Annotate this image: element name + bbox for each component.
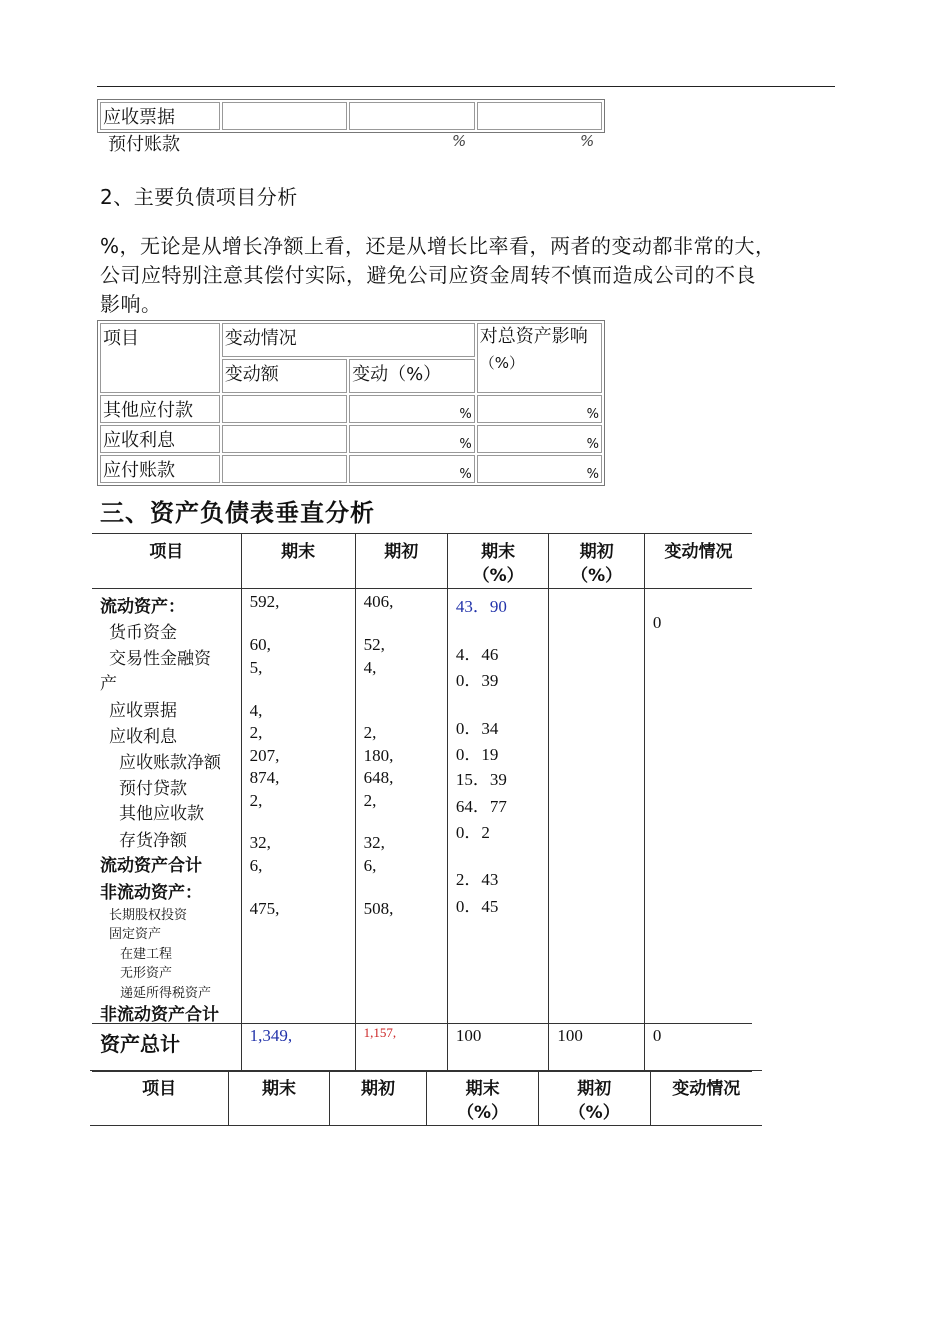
liabilities-vertical-header <box>90 1070 762 1126</box>
table-row: 其他应付款 % % <box>100 395 602 423</box>
vertical-analysis-table <box>92 533 752 1072</box>
end-pct-column: 43．90 4．46 0．39 0．34 0．19 15．39 64．77 0．2 2．43 0．45 <box>447 589 548 1024</box>
change-column: 0 <box>644 589 752 1024</box>
liabilities-table <box>97 320 605 486</box>
begin-values-column: 406, 52, 4, 2, 180, 648, 2, 32, 6, 508, <box>355 589 447 1024</box>
receivables-table <box>97 99 605 133</box>
col-amount: 变动额 <box>222 359 347 393</box>
end-values-column: 592, 60, 5, 4, 2, 207, 874, 2, 32, 6, 475, <box>241 589 355 1024</box>
prepay-pct-2: % <box>580 132 595 150</box>
row-label: 应收票据 <box>100 102 220 130</box>
section-2-title: 2、主要负债项目分析 <box>100 185 298 209</box>
prepay-pct-1: % <box>452 132 467 150</box>
col-item: 项目 <box>100 323 220 393</box>
table-row: 应付账款 % % <box>100 455 602 483</box>
items-column: 流动资产： 货币资金 交易性金融资 产 应收票据 应收利息 应收账款净额 预付贷款 其他应收款 存货净额 流动资产合计 非流动资产： 长期股权投资 固定资产 在建工程 无形资产 递延所得税资产 非流动资产合计 <box>92 589 241 1024</box>
prepay-label: 预付账款 <box>108 134 180 155</box>
total-row: 资产总计 1,349, 1,157, 100 100 0 <box>92 1024 752 1072</box>
table-row: 应收利息 % % <box>100 425 602 453</box>
header-row: 项目 期末 期初 期末 （%） 期初 （%） 变动情况 <box>92 534 752 589</box>
top-rule <box>97 86 835 87</box>
col-impact: 对总资产影响 （%） <box>477 323 602 393</box>
assets-body-row <box>92 589 752 1024</box>
col-pct: 变动（%） <box>349 359 475 393</box>
header-row: 项目 期末 期初 期末 （%） 期初 （%） 变动情况 <box>90 1071 762 1126</box>
begin-pct-column <box>549 589 645 1024</box>
section-3-title: 三、资产负债表垂直分析 <box>100 499 375 527</box>
section-2-paragraph: %，无论是从增长净额上看，还是从增长比率看，两者的变动都非常的大， 公司应特别注意其偿付实际，避免公司应资金周转不慎而造成公司的不良 影响。 <box>100 234 776 316</box>
col-change: 变动情况 <box>222 323 475 357</box>
